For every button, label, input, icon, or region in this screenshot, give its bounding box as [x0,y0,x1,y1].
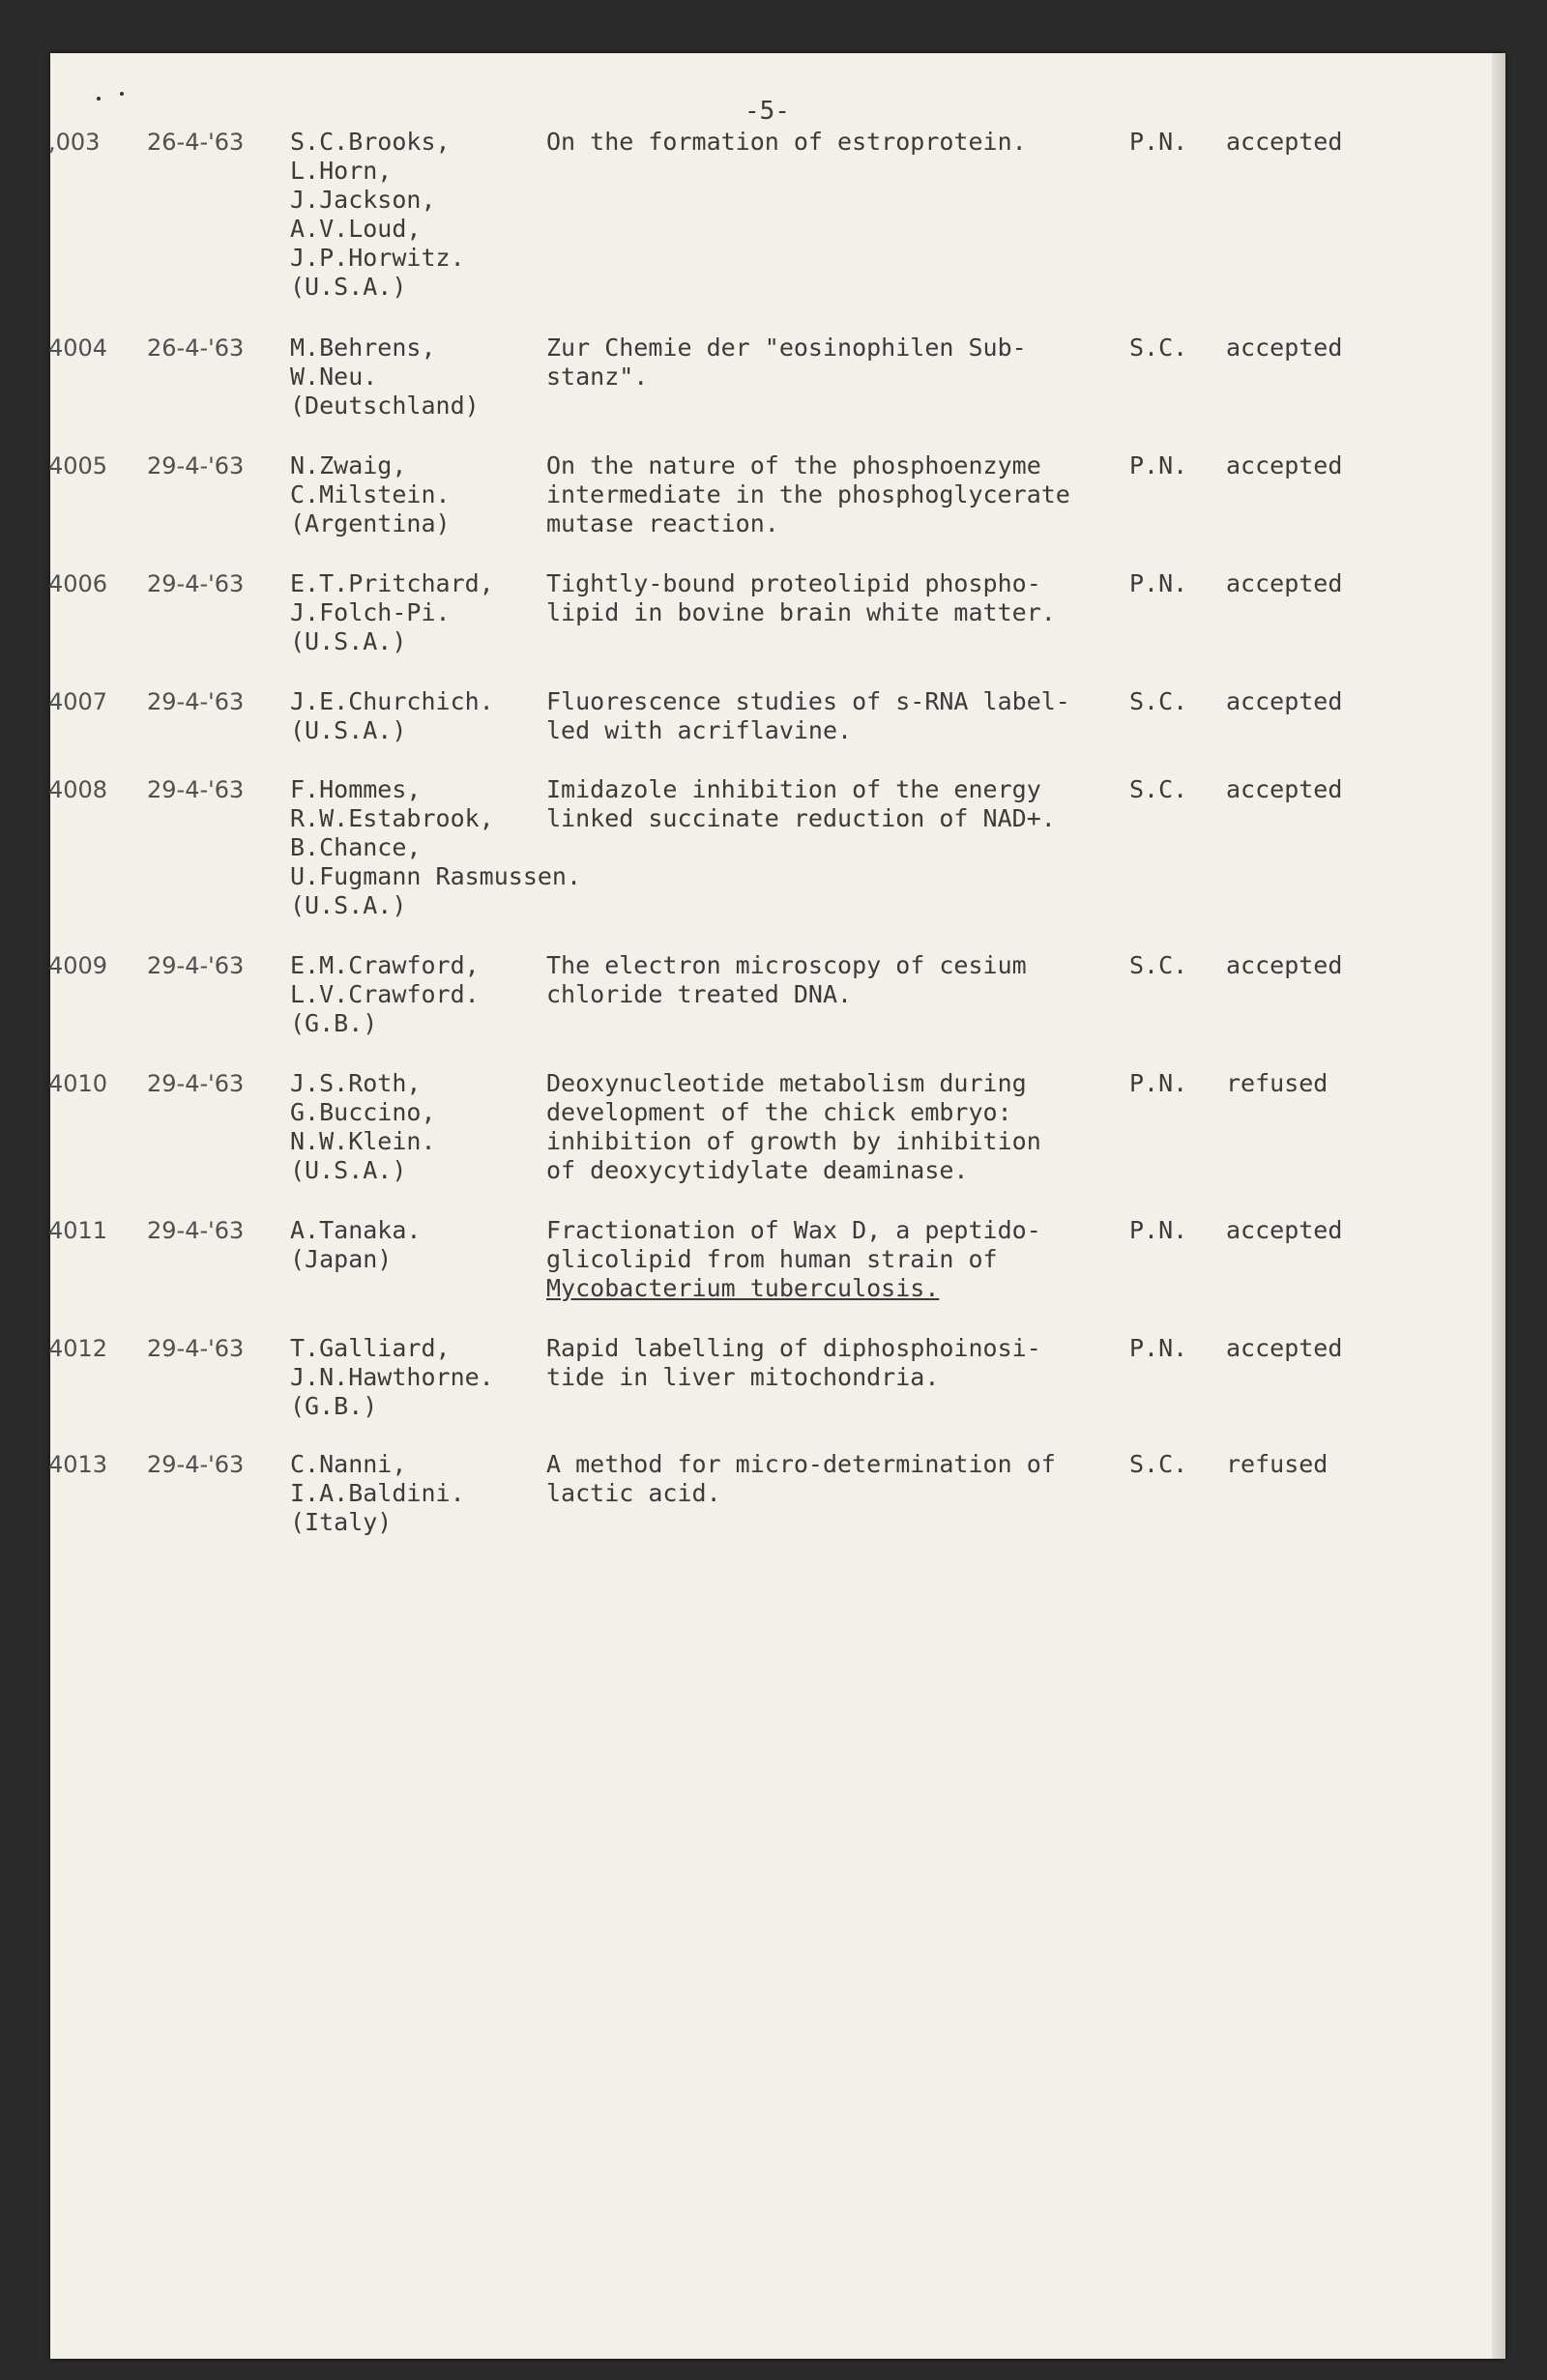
entry-type-code: S.C. [1129,687,1188,715]
author-line: (U.S.A.) [290,273,407,301]
entry-number: 4012 [48,1335,108,1362]
author-line: C.Milstein. [290,480,451,508]
entry-authors [290,334,480,421]
author-line: J.E.Churchich. [290,687,494,715]
title-line: lipid in bovine brain white matter. [546,598,1056,626]
page-number: -5- [744,97,790,126]
author-line: N.Zwaig, [290,451,407,479]
title-line: Deoxynucleotide metabolism during [546,1069,1027,1097]
author-line: T.Galliard, [290,1334,451,1362]
entry-date: 29-4-'63 [147,952,245,979]
entry-status: accepted [1226,775,1343,803]
entry-status: accepted [1226,569,1343,597]
entry-authors [290,1069,436,1185]
entry-title [546,1334,1155,1392]
author-line: R.W.Estabrook, [290,804,494,832]
author-line: J.N.Hawthorne. [290,1363,494,1391]
title-line: Tightly-bound proteolipid phospho- [546,569,1041,597]
author-line: (G.B.) [290,1392,378,1420]
entry-status: accepted [1226,334,1343,362]
entry-date: 29-4-'63 [147,688,245,715]
entry-title [546,334,1155,392]
author-line: M.Behrens, [290,334,436,362]
entry-type-code: S.C. [1129,951,1188,979]
author-line: J.Folch-Pi. [290,598,451,626]
title-line: of deoxycytidylate deaminase. [546,1156,969,1184]
author-line: W.Neu. [290,363,378,391]
entry-authors [290,951,480,1038]
entry-date: 29-4-'63 [147,1070,245,1097]
title-line: Fluorescence studies of s-RNA label- [546,687,1070,715]
title-line: linked succinate reduction of NAD+. [546,804,1056,832]
author-line: B.Chance, [290,833,422,861]
entry-date: 29-4-'63 [147,1217,245,1244]
ink-speck [120,92,124,96]
entry-date: 29-4-'63 [147,452,245,479]
author-line: J.P.Horwitz. [290,244,465,272]
entry-authors [290,775,581,920]
entry-authors [290,1334,494,1421]
author-line: (Deutschland) [290,392,480,420]
entry-title [546,451,1155,538]
author-line: (U.S.A.) [290,1156,407,1184]
entry-type-code: P.N. [1129,569,1188,597]
author-line: (Argentina) [290,509,451,537]
entry-type-code: S.C. [1129,775,1188,803]
author-line: E.M.Crawford, [290,951,480,979]
entry-date: 29-4-'63 [147,776,245,803]
author-line: C.Nanni, [290,1450,407,1478]
entry-type-code: S.C. [1129,1450,1188,1478]
entry-status: refused [1226,1450,1328,1478]
entry-authors [290,451,451,538]
entry-title [546,128,1155,157]
entry-type-code: S.C. [1129,334,1188,362]
author-line: I.A.Baldini. [290,1479,465,1507]
author-line: E.T.Pritchard, [290,569,494,597]
entry-type-code: P.N. [1129,1216,1188,1244]
author-line: (Japan) [290,1245,393,1273]
entry-status: accepted [1226,1334,1343,1362]
title-line: stanz". [546,363,649,391]
author-line: (U.S.A.) [290,627,407,655]
title-line: glicolipid from human strain of [546,1245,998,1273]
entry-type-code: P.N. [1129,128,1188,156]
title-line: On the formation of estroprotein. [546,128,1027,156]
entry-status: accepted [1226,128,1343,156]
title-line: development of the chick embryo: [546,1098,1012,1126]
title-line: Fractionation of Wax D, a peptido- [546,1216,1041,1244]
entry-status: refused [1226,1069,1328,1097]
author-line: A.Tanaka. [290,1216,422,1244]
title-line: tide in liver mitochondria. [546,1363,940,1391]
title-line: chloride treated DNA. [546,980,853,1008]
document-page [50,53,1505,2359]
entry-number: 4004 [48,334,108,362]
entry-number: ,003 [48,129,101,156]
title-line: led with acriflavine. [546,716,853,744]
author-line: U.Fugmann Rasmussen. [290,862,582,890]
author-line: (G.B.) [290,1009,378,1037]
entry-status: accepted [1226,1216,1343,1244]
title-line: inhibition of growth by inhibition [546,1127,1041,1155]
title-line: Mycobacterium tuberculosis. [546,1274,940,1302]
title-line: Rapid labelling of diphosphoinosi- [546,1334,1041,1362]
entry-authors [290,1216,421,1274]
author-line: J.S.Roth, [290,1069,422,1097]
entry-title [546,569,1155,627]
title-line: mutase reaction. [546,509,779,537]
entry-date: 26-4-'63 [147,334,245,362]
entry-number: 4007 [48,688,108,715]
title-line: Zur Chemie der "eosinophilen Sub- [546,334,1027,362]
entry-status: accepted [1226,951,1343,979]
entry-title [546,951,1155,1009]
entry-type-code: P.N. [1129,1069,1188,1097]
author-line: J.Jackson, [290,186,436,214]
ink-speck [97,97,101,101]
title-line: The electron microscopy of cesium [546,951,1027,979]
author-line: (Italy) [290,1508,393,1536]
entry-number: 4010 [48,1070,108,1097]
entry-date: 29-4-'63 [147,570,245,597]
entry-number: 4013 [48,1451,108,1478]
entry-title [546,687,1155,745]
entry-number: 4006 [48,570,108,597]
author-line: S.C.Brooks, [290,128,451,156]
title-line: A method for micro-determination of [546,1450,1056,1478]
page-edge-shadow [1492,53,1505,2359]
entry-authors [290,1450,465,1537]
title-line: Imidazole inhibition of the energy [546,775,1041,803]
author-line: G.Buccino, [290,1098,436,1126]
entry-date: 26-4-'63 [147,129,245,156]
author-line: N.W.Klein. [290,1127,436,1155]
title-line: lactic acid. [546,1479,721,1507]
entry-date: 29-4-'63 [147,1335,245,1362]
entry-authors [290,687,494,745]
entry-number: 4011 [48,1217,108,1244]
author-line: L.Horn, [290,157,393,185]
title-line: On the nature of the phosphoenzyme [546,451,1041,479]
entry-authors [290,128,465,302]
author-line: L.V.Crawford. [290,980,480,1008]
author-line: (U.S.A.) [290,716,407,744]
title-line: intermediate in the phosphoglycerate [546,480,1070,508]
entry-title [546,775,1155,833]
entry-title [546,1450,1155,1508]
entry-type-code: P.N. [1129,1334,1188,1362]
author-line: (U.S.A.) [290,891,407,919]
entry-type-code: P.N. [1129,451,1188,479]
author-line: A.V.Loud, [290,215,422,243]
entry-title [546,1069,1155,1185]
author-line: F.Hommes, [290,775,422,803]
entry-status: accepted [1226,451,1343,479]
entry-title [546,1216,1155,1303]
entry-date: 29-4-'63 [147,1451,245,1478]
entry-number: 4008 [48,776,108,803]
entry-number: 4005 [48,452,108,479]
entry-authors [290,569,494,656]
entry-status: accepted [1226,687,1343,715]
entry-number: 4009 [48,952,108,979]
